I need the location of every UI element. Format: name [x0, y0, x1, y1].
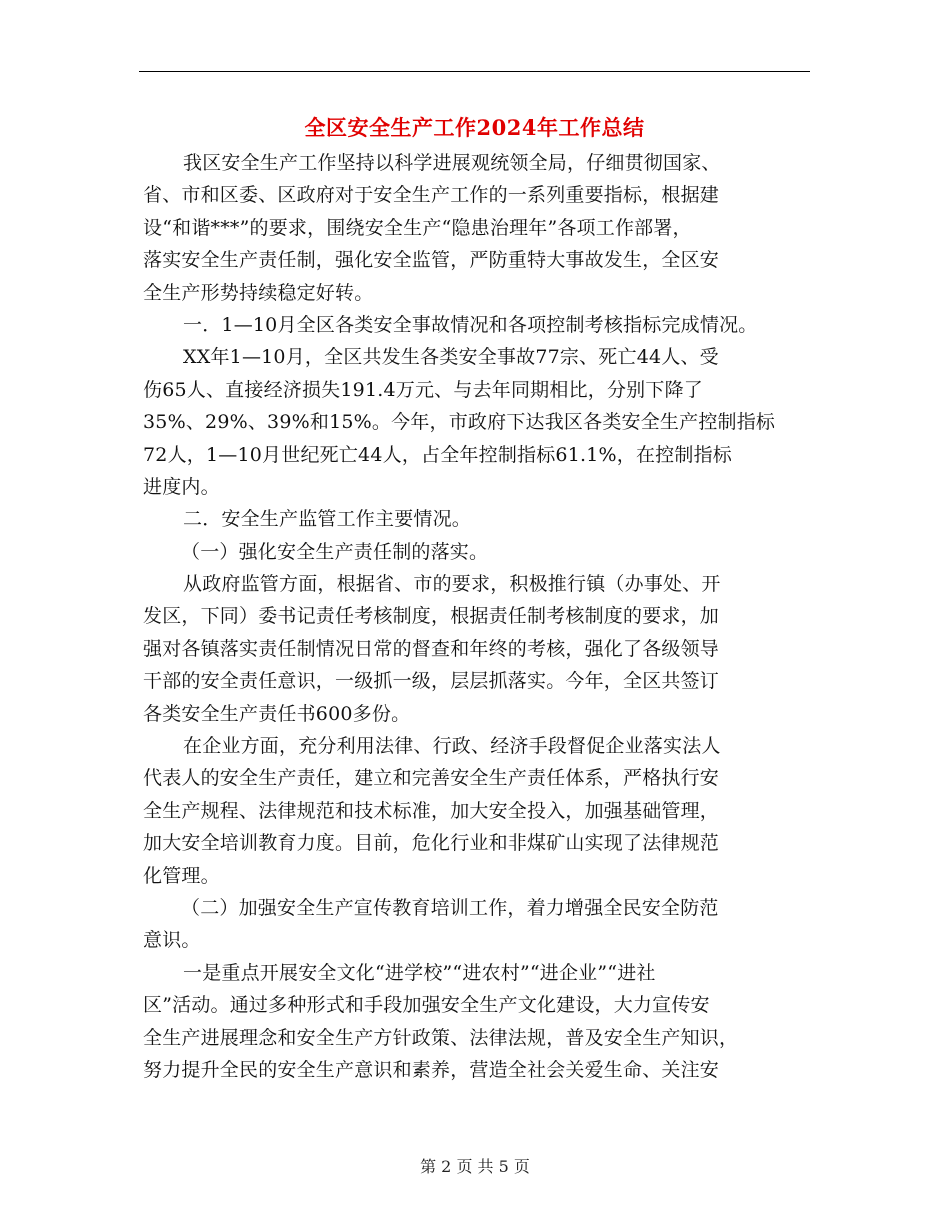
subsection-heading-2: （二）加强安全生产宣传教育培训工作，着力增强全民安全防范 [181, 896, 719, 919]
body-line: 72人，1—10月世纪死亡44人，占全年控制指标61.1%，在控制指标 [143, 443, 732, 466]
body-line: 设“和谐***”的要求，围绕安全生产“隐患治理年”各项工作部署， [143, 216, 692, 239]
body-line: 加大安全培训教育力度。目前，危化行业和非煤矿山实现了法律规范 [143, 832, 720, 855]
body-line: 代表人的安全生产责任，建立和完善安全生产责任体系，严格执行安 [143, 767, 720, 790]
header-rule [139, 71, 810, 72]
body-line: 我区安全生产工作坚持以科学进展观统领全局，仔细贯彻国家、 [183, 152, 721, 174]
document-body [143, 147, 823, 1086]
document-title: 全区安全生产工作2024年工作总结 [304, 115, 645, 140]
body-line: 区”活动。通过多种形式和手段加强安全生产文化建设，大力宣传安 [143, 994, 710, 1017]
body-line: 干部的安全责任意识，一级抓一级，层层抓落实。今年，全区共签订 [143, 670, 720, 693]
body-line: 全生产进展理念和安全生产方针政策、法律法规，普及安全生产知识， [143, 1026, 739, 1049]
body-line: 伤65人、直接经济损失191.4万元、与去年同期相比，分别下降了 [143, 378, 703, 401]
body-line: 全生产形势持续稳定好转。 [143, 281, 374, 304]
section-heading-1: 一．1—10月全区各类安全事故情况和各项控制考核指标完成情况。 [183, 313, 758, 336]
body-line: 强对各镇落实责任制情况日常的督查和年终的考核，强化了各级领导 [143, 637, 720, 660]
body-line: 在企业方面，充分利用法律、行政、经济手段督促企业落实法人 [183, 735, 721, 758]
section-heading-2: 二．安全生产监管工作主要情况。 [183, 508, 472, 531]
body-line: 化管理。 [143, 864, 220, 887]
body-line: 一是重点开展安全文化“进学校”“进农村”“进企业”“进社 [183, 961, 656, 984]
page-number-footer: 第 2 页 共 5 页 [420, 1157, 530, 1176]
body-line: 进度内。 [143, 475, 220, 498]
subsection-heading-1: （一）强化安全生产责任制的落实。 [181, 540, 489, 563]
body-line: XX年1—10月，全区共发生各类安全事故77宗、死亡44人、受 [183, 346, 719, 369]
body-line: 35%、29%、39%和15%。今年，市政府下达我区各类安全生产控制指标 [143, 411, 776, 434]
body-line: 努力提升全民的安全生产意识和素养，营造全社会关爱生命、关注安 [143, 1058, 720, 1081]
body-line: 从政府监管方面，根据省、市的要求，积极推行镇（办事处、开 [183, 573, 721, 596]
body-line: 各类安全生产责任书600多份。 [143, 702, 411, 725]
body-line: 意识。 [143, 929, 201, 952]
body-line: 省、市和区委、区政府对于安全生产工作的一系列重要指标，根据建 [143, 184, 720, 207]
body-line: 落实安全生产责任制，强化安全监管，严防重特大事故发生，全区安 [143, 249, 720, 272]
body-line: 全生产规程、法律规范和技术标准，加大安全投入，加强基础管理， [143, 799, 720, 822]
body-line: 发区，下同）委书记责任考核制度，根据责任制考核制度的要求，加 [143, 605, 720, 628]
